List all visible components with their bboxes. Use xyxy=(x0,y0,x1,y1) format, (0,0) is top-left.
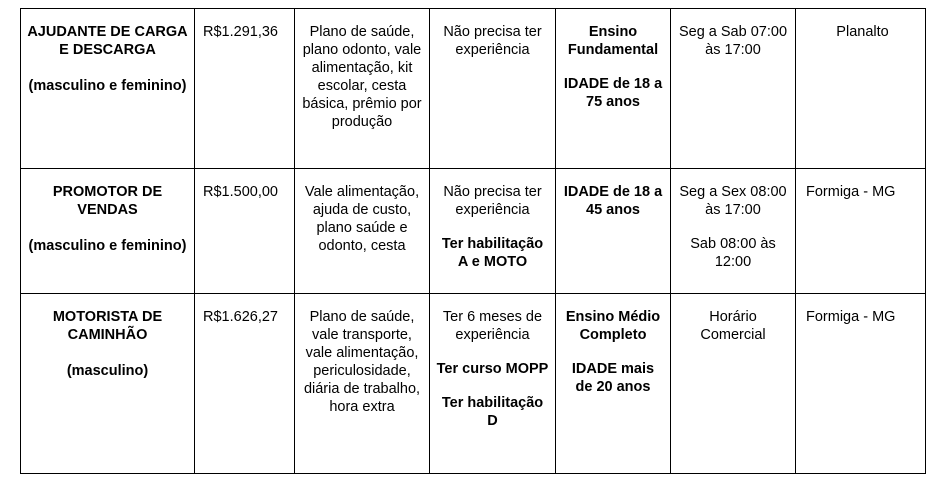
schedule-text: Horário Comercial xyxy=(700,309,766,343)
schedule-cell xyxy=(671,294,796,474)
schedule-saturday: Sab 08:00 às 12:00 xyxy=(690,236,776,270)
requirement-education: Ensino Fundamental xyxy=(567,24,659,58)
job-gender: (masculino e feminino) xyxy=(28,238,187,254)
benefits-text: Plano de saúde, vale transporte, vale alimentação, periculosidade, diária de trabalho, hora extra xyxy=(303,309,421,415)
location-cell xyxy=(796,169,926,294)
location-text: Planalto xyxy=(836,24,889,40)
benefits-cell xyxy=(295,294,430,474)
requirements-cell xyxy=(556,294,671,474)
job-title-cell xyxy=(21,294,195,474)
benefits-cell xyxy=(295,169,430,294)
benefits-cell xyxy=(295,9,430,169)
location-cell xyxy=(796,294,926,474)
experience-license: Ter habilitação D xyxy=(441,395,544,429)
requirement-age: IDADE mais de 20 anos xyxy=(571,361,655,395)
experience-course: Ter curso MOPP xyxy=(436,361,549,377)
location-text: Formiga - MG xyxy=(806,309,896,325)
experience-text: Não precisa ter experiência xyxy=(443,24,542,58)
location-text: Formiga - MG xyxy=(806,184,896,200)
salary-cell xyxy=(195,169,295,294)
job-listings-table xyxy=(20,8,926,474)
salary-cell xyxy=(195,9,295,169)
schedule-text: Seg a Sex 08:00 às 17:00 xyxy=(679,184,787,218)
job-title: MOTORISTA DE CAMINHÃO xyxy=(52,309,163,343)
experience-text: Ter 6 meses de experiência xyxy=(442,309,543,343)
requirement-age: IDADE de 18 a 75 anos xyxy=(563,76,663,110)
schedule-cell xyxy=(671,169,796,294)
job-title: PROMOTOR DE VENDAS xyxy=(52,184,163,218)
experience-text: Não precisa ter experiência xyxy=(443,184,542,218)
table-row xyxy=(21,169,926,294)
experience-cell xyxy=(430,169,556,294)
schedule-text: Seg a Sab 07:00 às 17:00 xyxy=(678,24,788,58)
salary-cell xyxy=(195,294,295,474)
requirement-age: IDADE de 18 a 45 anos xyxy=(563,184,663,218)
schedule-cell xyxy=(671,9,796,169)
job-title-cell xyxy=(21,169,195,294)
requirements-cell xyxy=(556,9,671,169)
salary-value: R$1.291,36 xyxy=(203,24,278,40)
requirements-cell xyxy=(556,169,671,294)
experience-cell xyxy=(430,294,556,474)
job-title: AJUDANTE DE CARGA E DESCARGA xyxy=(27,24,188,58)
experience-license: Ter habilitação A e MOTO xyxy=(441,236,544,270)
location-cell xyxy=(796,9,926,169)
table-row xyxy=(21,9,926,169)
table-row xyxy=(21,294,926,474)
job-title-cell xyxy=(21,9,195,169)
job-gender: (masculino) xyxy=(66,363,149,379)
experience-cell xyxy=(430,9,556,169)
requirement-education: Ensino Médio Completo xyxy=(565,309,661,343)
benefits-text: Plano de saúde, plano odonto, vale alimentação, kit escolar, cesta básica, prêmio por produção xyxy=(302,24,422,130)
benefits-text: Vale alimentação, ajuda de custo, plano saúde e odonto, cesta xyxy=(304,184,420,254)
job-gender: (masculino e feminino) xyxy=(28,78,187,94)
salary-value: R$1.626,27 xyxy=(203,309,278,325)
salary-value: R$1.500,00 xyxy=(203,184,278,200)
